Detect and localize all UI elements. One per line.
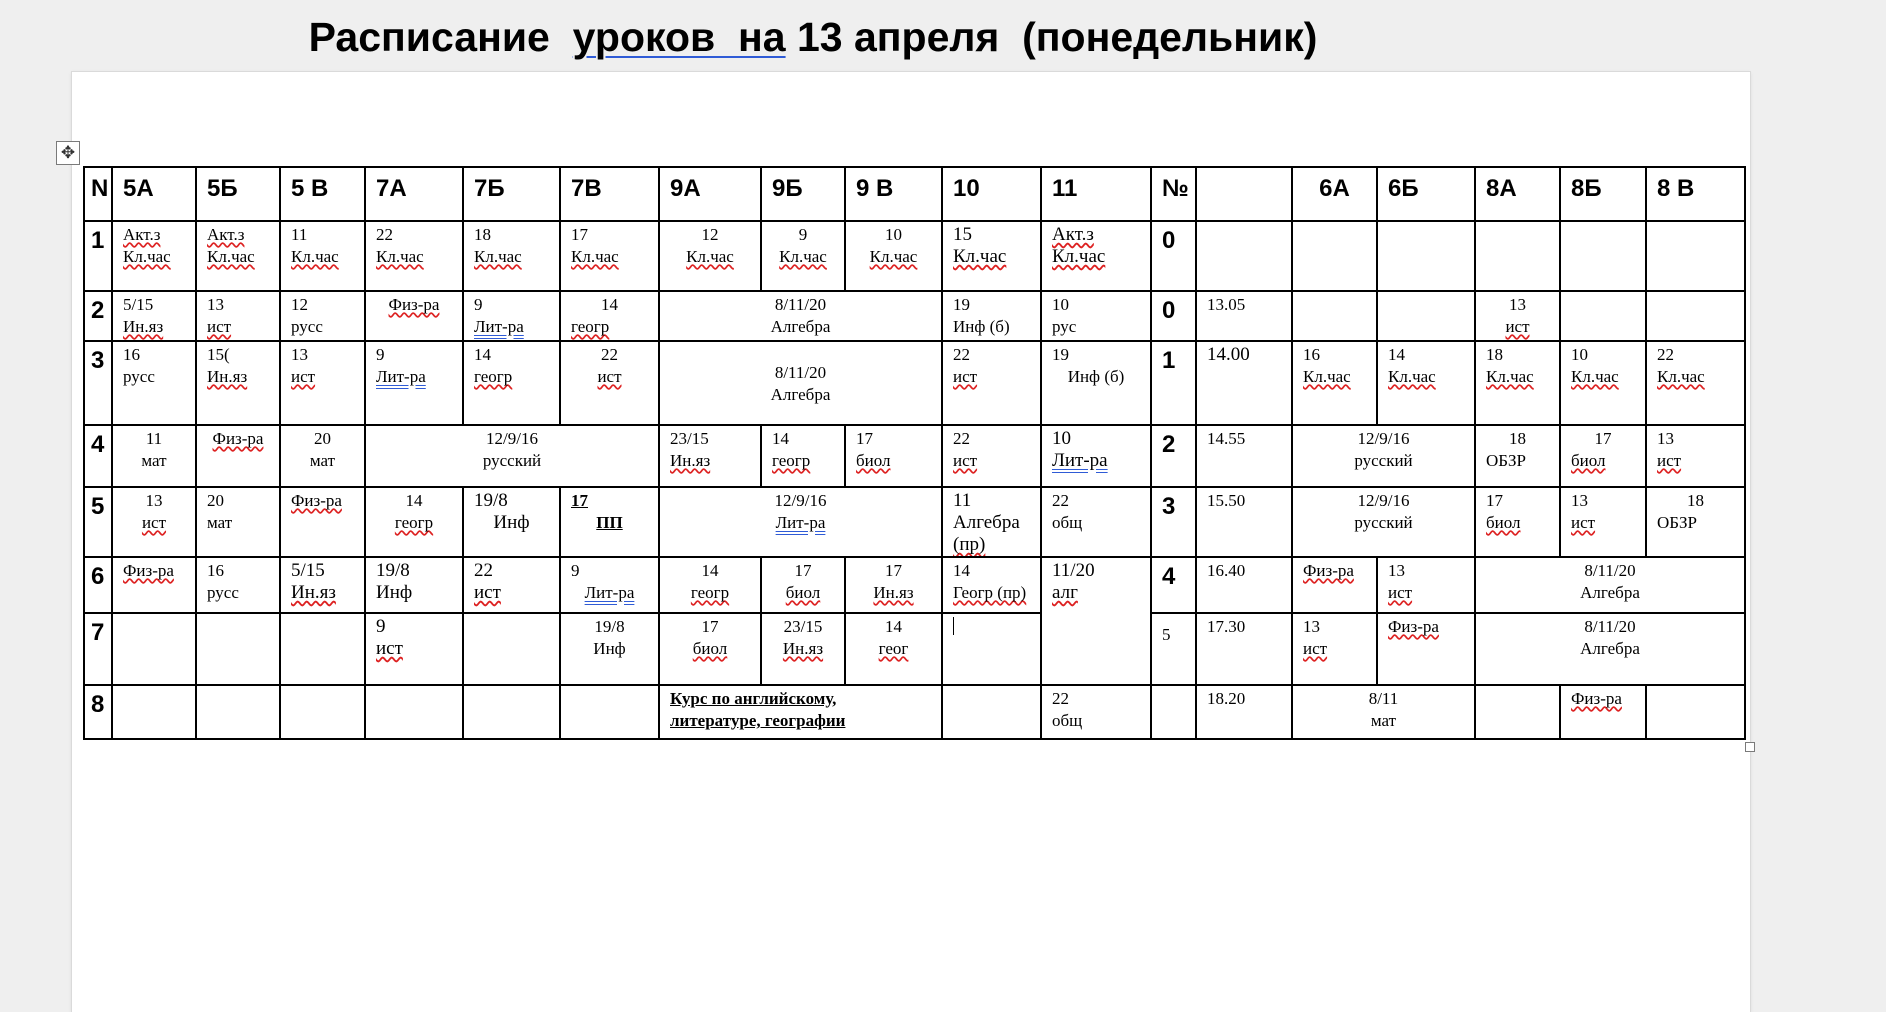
cell-time: 16.40 — [1196, 557, 1292, 613]
cell-6ab: 12/9/16 русский — [1292, 425, 1475, 487]
cell-7b: 19/8 Инф — [463, 487, 560, 557]
header-n: N — [84, 167, 112, 221]
cell-9v: 17 Ин.яз — [845, 557, 942, 613]
cell-5b: 20 мат — [196, 487, 280, 557]
cell-11: 22 общ — [1041, 487, 1151, 557]
cell-7a: 22 Кл.час — [365, 221, 463, 291]
row-number: 5 — [84, 487, 112, 557]
cell-8b: 13 ист — [1560, 487, 1646, 557]
cell-8a — [1475, 221, 1560, 291]
row-number: 4 — [84, 425, 112, 487]
cell-11: 22 общ — [1041, 685, 1151, 739]
row-number: 6 — [84, 557, 112, 613]
cell-10: 14 Геогр (пр) — [942, 557, 1041, 613]
header-5a: 5А — [112, 167, 196, 221]
cell-7a: Физ-ра — [365, 291, 463, 341]
cell-time: 15.50 — [1196, 487, 1292, 557]
cell-9b: 9 Кл.час — [761, 221, 845, 291]
header-8a: 8А — [1475, 167, 1560, 221]
header-6a: 6А — [1292, 167, 1377, 221]
cell-7b: 18 Кл.час — [463, 221, 560, 291]
cell-5a — [112, 685, 196, 739]
cell-9a: 23/15 Ин.яз — [659, 425, 761, 487]
cell-9b: 14 геогр — [761, 425, 845, 487]
cell-9a: 17 биол — [659, 613, 761, 685]
cell-time: 13.05 — [1196, 291, 1292, 341]
cell-9a: 14 геогр — [659, 557, 761, 613]
cell-11: 11/20 алг — [1041, 557, 1151, 685]
cell-6b: 13 ист — [1377, 557, 1475, 613]
cell-8v: 13 ист — [1646, 425, 1745, 487]
header-9v: 9 В — [845, 167, 942, 221]
table-row — [84, 425, 1745, 487]
page-title — [0, 14, 1626, 61]
cell-6a — [1292, 221, 1377, 291]
cell-7v: 17 Кл.час — [560, 221, 659, 291]
cell-6a: Физ-ра — [1292, 557, 1377, 613]
header-7b: 7Б — [463, 167, 560, 221]
cell-5a: Физ-ра — [112, 557, 196, 613]
cell-5v: 12 русс — [280, 291, 365, 341]
cell-7b — [463, 613, 560, 685]
cell-9-all: Курс по английскому, литературе, географии — [659, 685, 942, 739]
cell-7v: 17 ПП — [560, 487, 659, 557]
cell-8a: 18 Кл.час — [1475, 341, 1560, 425]
cell-8a — [1475, 685, 1560, 739]
cell-5b: Акт.з Кл.час — [196, 221, 280, 291]
table-row — [84, 613, 1745, 685]
header-11: 11 — [1041, 167, 1151, 221]
cell-10: 11 Алгебра (пр) — [942, 487, 1041, 557]
header-5v: 5 В — [280, 167, 365, 221]
cell-9b: 17 биол — [761, 557, 845, 613]
cell-8v: 22 Кл.час — [1646, 341, 1745, 425]
cell-8v — [1646, 221, 1745, 291]
cell-7a: 9 ист — [365, 613, 463, 685]
cell-5v — [280, 613, 365, 685]
row-number-2: 5 — [1151, 613, 1196, 685]
cell-7v: 14 геогр — [560, 291, 659, 341]
cell-8b — [1560, 291, 1646, 341]
cell-9v: 14 геог — [845, 613, 942, 685]
cell-9a: 12 Кл.час — [659, 221, 761, 291]
cell-10: 19 Инф (б) — [942, 291, 1041, 341]
cell-7v: 19/8 Инф — [560, 613, 659, 685]
table-row — [84, 341, 1745, 425]
cell-7b: 14 геогр — [463, 341, 560, 425]
cell-7a: 19/8 Инф — [365, 557, 463, 613]
cell-5v: 11 Кл.час — [280, 221, 365, 291]
row-number: 1 — [84, 221, 112, 291]
table-row — [84, 685, 1745, 739]
row-number-2: 0 — [1151, 291, 1196, 341]
cell-time — [1196, 221, 1292, 291]
row-number-2 — [1151, 685, 1196, 739]
cell-5v: Физ-ра — [280, 487, 365, 557]
cell-11: 10 рус — [1041, 291, 1151, 341]
text-cursor — [953, 617, 954, 635]
cell-11: 10 Лит-ра — [1041, 425, 1151, 487]
cell-5v: 5/15 Ин.яз — [280, 557, 365, 613]
cell-7b — [463, 685, 560, 739]
row-number-2: 2 — [1151, 425, 1196, 487]
cell-9v: 17 биол — [845, 425, 942, 487]
cell-10 — [942, 685, 1041, 739]
cell-6ab: 12/9/16 русский — [1292, 487, 1475, 557]
cell-5a — [112, 613, 196, 685]
table-resize-handle[interactable] — [1745, 742, 1755, 752]
row-number: 3 — [84, 341, 112, 425]
cell-10[interactable] — [942, 613, 1041, 685]
cell-5a: 5/15 Ин.яз — [112, 291, 196, 341]
cell-5v: 13 ист — [280, 341, 365, 425]
cell-6b — [1377, 291, 1475, 341]
cell-9-all: 8/11/20 Алгебра — [659, 291, 942, 341]
cell-7v: 9 Лит-ра — [560, 557, 659, 613]
cell-time: 18.20 — [1196, 685, 1292, 739]
header-6b: 6Б — [1377, 167, 1475, 221]
cell-10: 22 ист — [942, 341, 1041, 425]
cell-6a: 16 Кл.час — [1292, 341, 1377, 425]
header-5b: 5Б — [196, 167, 280, 221]
cell-5v — [280, 685, 365, 739]
title-part-1: Расписание — [308, 14, 573, 60]
cell-time: 14.55 — [1196, 425, 1292, 487]
cell-8v: 18 ОБЗР — [1646, 487, 1745, 557]
cell-5b: Физ-ра — [196, 425, 280, 487]
cell-5b: 13 ист — [196, 291, 280, 341]
cell-6a — [1292, 291, 1377, 341]
row-number: 2 — [84, 291, 112, 341]
table-row — [84, 557, 1745, 613]
header-row — [84, 167, 1745, 221]
cell-5b — [196, 613, 280, 685]
cell-11: Акт.з Кл.час — [1041, 221, 1151, 291]
cell-9-all: 8/11/20 Алгебра — [659, 341, 942, 425]
cell-6b: 14 Кл.час — [1377, 341, 1475, 425]
cell-6b — [1377, 221, 1475, 291]
cell-7a: 9 Лит-ра — [365, 341, 463, 425]
cell-7a — [365, 685, 463, 739]
header-8b: 8Б — [1560, 167, 1646, 221]
header-num2: № — [1151, 167, 1196, 221]
table-row — [84, 221, 1745, 291]
header-7a: 7А — [365, 167, 463, 221]
header-8v: 8 В — [1646, 167, 1745, 221]
cell-time: 14.00 — [1196, 341, 1292, 425]
cell-8v — [1646, 685, 1745, 739]
row-number-2: 1 — [1151, 341, 1196, 425]
cell-5a: Акт.з Кл.час — [112, 221, 196, 291]
cell-8b: 10 Кл.час — [1560, 341, 1646, 425]
title-part-2: уроков на — [572, 14, 786, 60]
cell-11: 19 Инф (б) — [1041, 341, 1151, 425]
cell-5b: 15( Ин.яз — [196, 341, 280, 425]
cell-6ab: 8/11 мат — [1292, 685, 1475, 739]
row-number-2: 3 — [1151, 487, 1196, 557]
cell-8a: 18 ОБЗР — [1475, 425, 1560, 487]
table-row — [84, 487, 1745, 557]
cell-6b: Физ-ра — [1377, 613, 1475, 685]
schedule-table — [83, 166, 1746, 740]
cell-9b: 23/15 Ин.яз — [761, 613, 845, 685]
cell-8b: Физ-ра — [1560, 685, 1646, 739]
cell-10: 15 Кл.час — [942, 221, 1041, 291]
table-move-handle-icon[interactable]: ✥ — [56, 141, 80, 165]
cell-time: 17.30 — [1196, 613, 1292, 685]
cell-8a: 17 биол — [1475, 487, 1560, 557]
cell-8-all: 8/11/20 Алгебра — [1475, 557, 1745, 613]
header-10: 10 — [942, 167, 1041, 221]
cell-6a: 13 ист — [1292, 613, 1377, 685]
header-9a: 9А — [659, 167, 761, 221]
cell-9-all: 12/9/16 Лит-ра — [659, 487, 942, 557]
cell-7v: 22 ист — [560, 341, 659, 425]
cell-7b: 9 Лит-ра — [463, 291, 560, 341]
table-row — [84, 291, 1745, 341]
cell-7a: 14 геогр — [365, 487, 463, 557]
header-9b: 9Б — [761, 167, 845, 221]
cell-10: 22 ист — [942, 425, 1041, 487]
cell-5a: 16 русс — [112, 341, 196, 425]
cell-8a: 13 ист — [1475, 291, 1560, 341]
cell-8-all: 8/11/20 Алгебра — [1475, 613, 1745, 685]
cell-9v: 10 Кл.час — [845, 221, 942, 291]
header-time — [1196, 167, 1292, 221]
row-number-2: 4 — [1151, 557, 1196, 613]
cell-8v — [1646, 291, 1745, 341]
cell-5b: 16 русс — [196, 557, 280, 613]
cell-8b: 17 биол — [1560, 425, 1646, 487]
cell-7-all: 12/9/16 русский — [365, 425, 659, 487]
row-number: 7 — [84, 613, 112, 685]
title-part-3: 13 апреля (понедельник) — [785, 14, 1318, 60]
cell-8b — [1560, 221, 1646, 291]
cell-7b: 22 ист — [463, 557, 560, 613]
cell-5v: 20 мат — [280, 425, 365, 487]
cell-7v — [560, 685, 659, 739]
cell-5b — [196, 685, 280, 739]
cell-5a: 11 мат — [112, 425, 196, 487]
row-number-2: 0 — [1151, 221, 1196, 291]
header-7v: 7В — [560, 167, 659, 221]
cell-5a: 13 ист — [112, 487, 196, 557]
row-number: 8 — [84, 685, 112, 739]
